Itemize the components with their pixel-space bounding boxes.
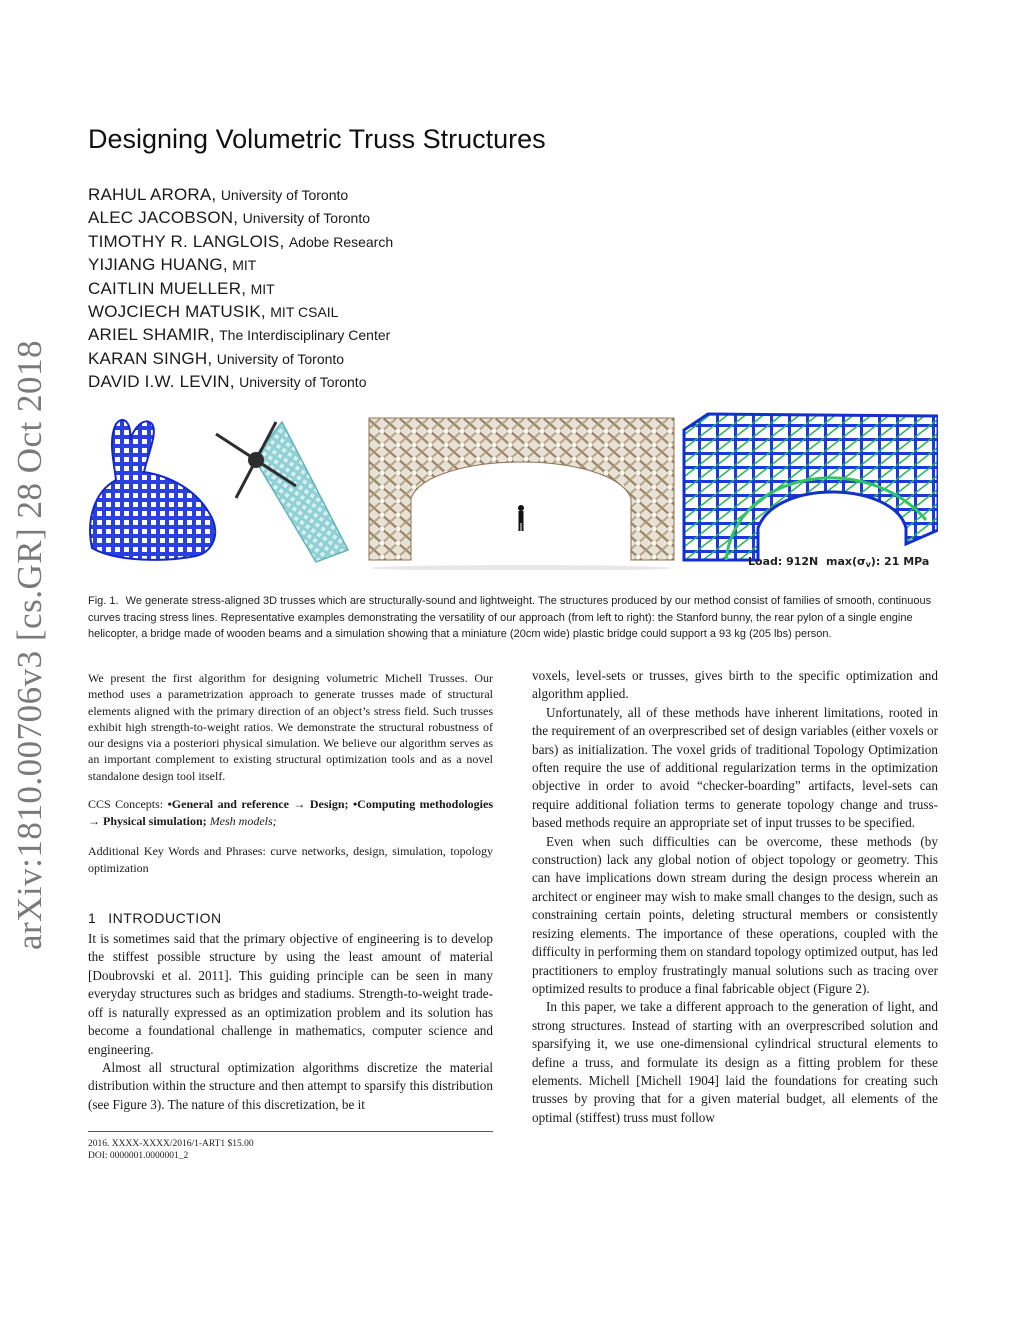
simulation-label: [748, 555, 929, 569]
body-paragraph: Unfortunately, all of these methods have inherent limitations, rooted in the requirement of an overprescribed set of design variables (either voxels or bars) as initialization. The voxel grids of traditional Topology Optimization often require the use of additional regularization terms in the optimization objective in order to avoid “checker-boarding” artifacts, level-sets can require additional foliation terms to generate topology change and truss-based methods require an appropriate set of input trusses to be specified.: [532, 704, 938, 831]
ccs-concepts: CCS Concepts: •General and reference → Design; •Computing methodologies → Physical simulation; Mesh models;: [88, 797, 493, 829]
author-name: DAVID I.W. LEVIN,: [88, 372, 235, 392]
author-entry: [88, 230, 393, 253]
author-affiliation: Adobe Research: [288, 233, 394, 250]
load-label: Load: 912N: [748, 555, 819, 568]
paper-title: Designing Volumetric Truss Structures: [88, 124, 546, 154]
author-name: KARAN SINGH,: [88, 348, 213, 368]
author-affiliation: MIT CSAIL: [270, 303, 339, 320]
wooden-bridge-image: [369, 418, 674, 570]
author-affiliation: University of Toronto: [220, 187, 349, 203]
footnote-doi: DOI: 0000001.0000001_2: [88, 1151, 189, 1161]
author-affiliation: MIT: [250, 280, 275, 297]
figure-label: Fig. 1.: [88, 595, 119, 607]
author-name: WOJCIECH MATUSIK,: [88, 301, 266, 321]
author-affiliation: The Interdisciplinary Center: [219, 327, 391, 344]
author-entry: [88, 300, 393, 323]
body-paragraph: voxels, level-sets or trusses, gives birth to the specific optimization and algorithm applied.: [532, 668, 938, 702]
teaser-figure: [86, 410, 938, 570]
author-name: TIMOTHY R. LANGLOIS,: [88, 231, 285, 251]
author-entry: [88, 253, 393, 276]
author-name: CAITLIN MUELLER,: [88, 278, 247, 298]
author-entry: [88, 323, 393, 346]
author-affiliation: MIT: [232, 257, 257, 274]
author-list: [88, 183, 393, 394]
author-entry: [88, 206, 393, 229]
author-affiliation: University of Toronto: [239, 374, 367, 391]
caption-text: We generate stress-aligned 3D trusses which are structurally-sound and lightweight. The structures produced by our method consist of families of smooth, continuous curves tracing stress lines. Representative examples demonstrating the versatility of our approach (from left to right): the Stanford bunny, the rear pylon of a single engine helicopter, a bridge made of wooden beams and a simulation showing that a miniature (20cm wide) plastic bridge could support a 93 kg (205 lbs) person.: [88, 595, 932, 641]
body-paragraph: Almost all structural optimization algorithms discretize the material distribution within the structure and then attempt to sparsify this distribution (see Figure 3). The nature of this discretization, be it: [88, 1059, 493, 1112]
body-paragraph: In this paper, we take a different approach to the generation of light, and strong structures. Instead of starting with an overprescribed solution and sparsifying it, we use one-dimensional cylindrical structural elements to define a truss, and formulate its design as a fitting problem for these elements. Michell [Michell 1904] laid the foundations for creating such trusses by proving that for a given material budget, all elements of the optimal (stiffest) truss must follow: [532, 999, 938, 1125]
abstract: We present the first algorithm for designing volumetric Michell Trusses. Our method uses a parametrization approach to generate trusses made of structural elements aligned with the primary direction of an object’s stress field. Such trusses exhibit high strength-to-weight ratios. We demonstrate the structural robustness of our designs via a posteriori physical simulation. We believe our algorithm serves as an important complement to existing structural optimization tools and as a novel standalone design tool itself.: [88, 671, 493, 783]
author-name: ARIEL SHAMIR,: [88, 325, 215, 345]
bunny-truss-image: [90, 420, 215, 560]
figure-caption: [88, 593, 940, 643]
author-name: YIJIANG HUANG,: [88, 255, 228, 275]
author-entry: [88, 277, 393, 300]
left-column: [88, 670, 493, 1114]
helicopter-pylon-image: [216, 422, 348, 562]
footnote: [88, 1131, 493, 1162]
right-column: [532, 667, 938, 1127]
author-entry: [88, 347, 393, 370]
author-entry: [88, 370, 393, 393]
stress-label: max(σv): 21 MPa: [826, 555, 930, 569]
arxiv-sidebar-stamp: arXiv:1810.00706v3 [cs.GR] 28 Oct 2018: [10, 339, 49, 951]
body-paragraph: Even when such difficulties can be overcome, these methods (by construction) lack any global notion of object topology or geometry. This can have implications down stream during the design process wherein an architect or engineer may wish to make small changes to the design, such as constraining certain points, deleting structural members or consistently resizing elements. The importance of these operations, coupled with the difficulty in performing them on standard topology optimized output, has led practitioners to employ frustratingly manual solutions such as tracing over optimized results to produce a final fabricable object (Figure 2).: [532, 833, 938, 996]
author-affiliation: University of Toronto: [242, 210, 370, 227]
footnote-line: 2016. XXXX-XXXX/2016/1-ART1 $15.00: [88, 1139, 254, 1149]
section-heading: 1 INTRODUCTION: [88, 910, 222, 927]
body-paragraph: It is sometimes said that the primary objective of engineering is to develop the stiffest possible structure by using the least amount of material [Doubrovski et al. 2011]. This guiding principle can be seen in many everyday structures such as bridges and stadiums. Strength-to-weight trade-off is naturally expressed as an optimization problem and its solution has become a foundational challenge in mathematics, computer science and engineering.: [88, 931, 493, 1057]
author-entry: [88, 183, 393, 206]
simulation-bridge-image: [684, 414, 938, 560]
author-affiliation: University of Toronto: [216, 350, 345, 367]
author-name: RAHUL ARORA,: [88, 185, 217, 204]
keywords: Additional Key Words and Phrases: curve networks, design, simulation, topology optimization: [88, 844, 493, 876]
author-name: ALEC JACOBSON,: [88, 208, 239, 228]
